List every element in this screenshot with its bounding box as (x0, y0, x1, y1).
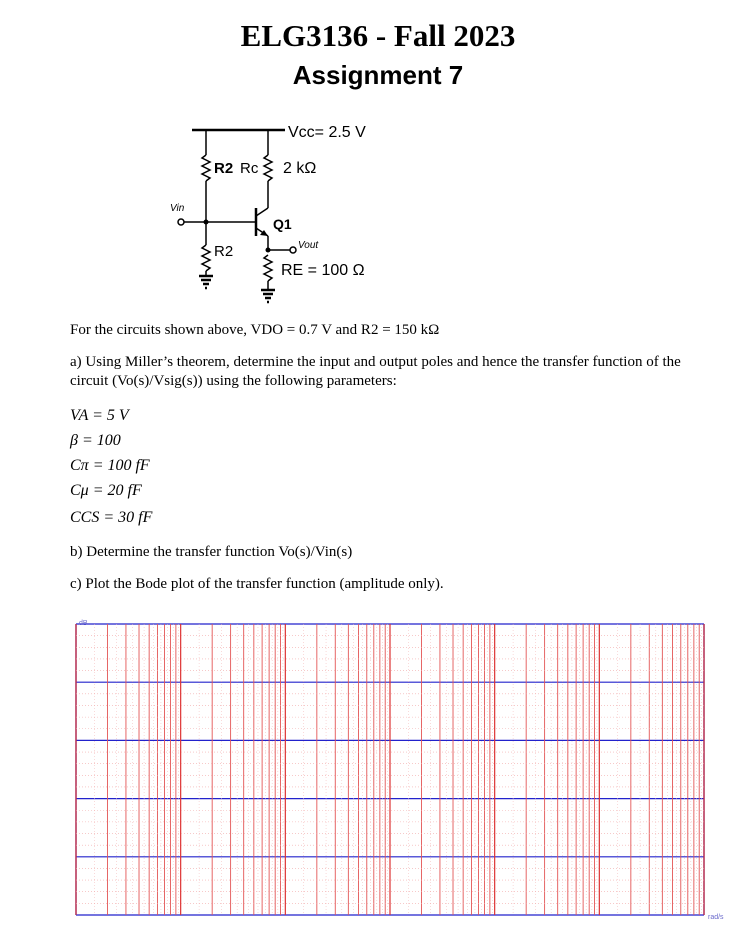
param-cpi: Cπ = 100 fF (70, 457, 150, 474)
rc-value: 2 kΩ (283, 160, 317, 177)
param-cmu: Cμ = 20 fF (70, 482, 142, 499)
part-b-text: b) Determine the transfer function Vo(s)/Vin(s) (70, 544, 353, 560)
r2-bottom-label: R2 (214, 243, 234, 260)
part-c-text: c) Plot the Bode plot of the transfer function (amplitude only). (70, 576, 444, 592)
vcc-label: Vcc= 2.5 V (288, 124, 366, 141)
r2-top-label: R2 (214, 160, 234, 177)
db-axis-label: dB (79, 620, 88, 627)
rc-label: Rc (240, 160, 259, 177)
rad-s-axis-label: rad/s (708, 914, 724, 921)
param-beta: β = 100 (70, 432, 121, 449)
bode-plot-grid (0, 618, 756, 928)
node-dot-base (204, 220, 209, 225)
node-dot-emitter (266, 248, 271, 253)
circuit-diagram (0, 110, 756, 310)
vout-label: Vout (298, 240, 319, 251)
assignment-title: Assignment 7 (292, 60, 464, 90)
q1-label: Q1 (273, 216, 292, 232)
vin-label: Vin (170, 203, 185, 214)
course-title: ELG3136 - Fall 2023 (240, 18, 516, 53)
param-ccs: CCS = 30 fF (70, 509, 153, 526)
re-label: RE = 100 Ω (281, 262, 365, 279)
problem-intro: For the circuits shown above, VDO = 0.7 V and R2 = 150 kΩ (70, 322, 440, 338)
param-va: VA = 5 V (70, 407, 129, 424)
part-a-text: a) Using Miller’s theorem, determine the input and output poles and hence the transfer function of the circuit (Vo(s)/Vsig(s)) using the following parameters: (70, 354, 681, 389)
